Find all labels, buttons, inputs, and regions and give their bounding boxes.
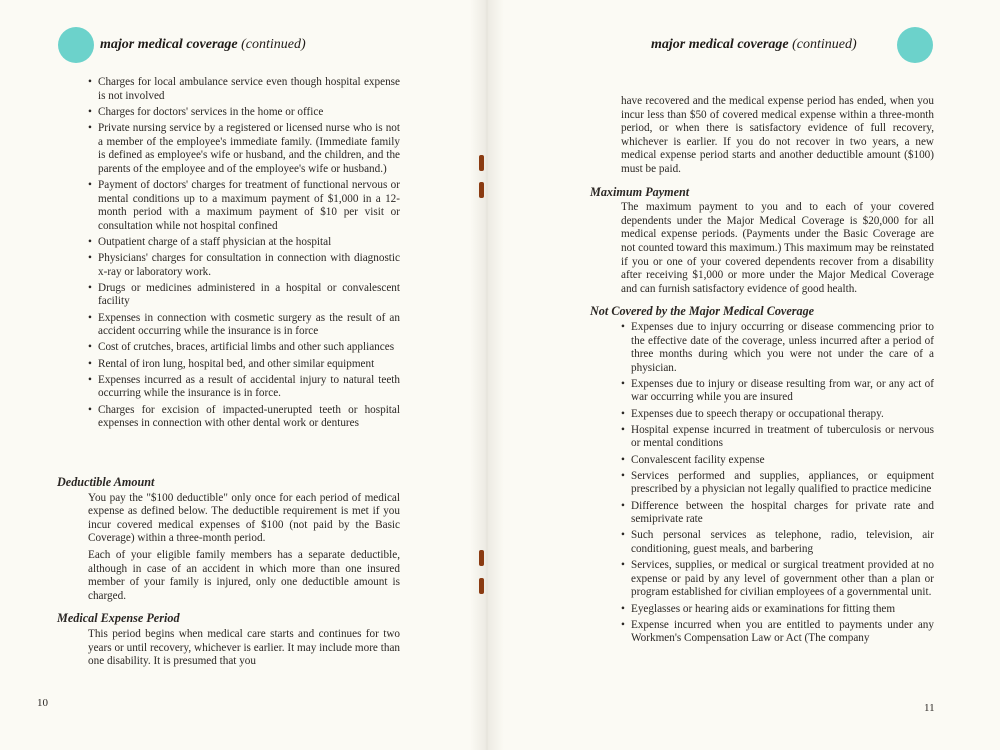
header-title: major medical coverage [100, 37, 238, 52]
covered-expenses-list [88, 76, 400, 431]
left-body [88, 76, 400, 433]
page-number: 11 [924, 702, 935, 714]
teal-circle-icon [58, 27, 94, 63]
list-item: • Services, supplies, or medical or surgical treatment provided at no expense or paid by any level of government other than a plan or program established for civilian employees of a governmental unit. [621, 559, 934, 600]
left-page [0, 0, 486, 750]
list-item: • Physicians' charges for consultation in connection with diagnostic x-ray or laboratory work. [88, 252, 400, 279]
list-item: • Expenses incurred as a result of accidental injury to natural teeth occurring while the insurance is in force. [88, 374, 400, 401]
list-item: • Drugs or medicines administered in a hospital or convalescent facility [88, 282, 400, 309]
list-item: • Private nursing service by a registered or licensed nurse who is not a member of the employee's immediate family. (Immediate family is defined as employee's wife or husband, and the children, and the parents of the employee and of the employee's wife or husband.) [88, 122, 400, 176]
header-title: major medical coverage [651, 37, 789, 52]
list-item: • Expenses in connection with cosmetic surgery as the result of an accident occurring while the insurance is in force [88, 312, 400, 339]
list-item: • Convalescent facility expense [621, 454, 934, 468]
right-body [590, 95, 934, 649]
right-page [486, 0, 1000, 750]
book-gutter [470, 0, 504, 750]
list-item: • Difference between the hospital charges for private rate and semiprivate rate [621, 500, 934, 527]
list-item: • Expense incurred when you are entitled to payments under any Workmen's Compensation Law or Act (The company [621, 619, 934, 646]
section-heading-period: Medical Expense Period [57, 611, 180, 626]
staple-icon [479, 155, 484, 171]
list-item: • Eyeglasses or hearing aids or examinations for fitting them [621, 603, 934, 617]
running-header [100, 37, 306, 53]
staple-icon [479, 182, 484, 198]
list-item: • Rental of iron lung, hospital bed, and other similar equipment [88, 358, 400, 372]
teal-circle-icon [897, 27, 933, 63]
deductible-paragraph-2: Each of your eligible family members has a separate deductible, although in case of an accident in which more than one insured member of your family is injured, only one deductible amount is charged. [88, 548, 400, 602]
list-item: • Services performed and supplies, appliances, or equipment prescribed by a physician not legally qualified to practice medicine [621, 470, 934, 497]
not-covered-list [590, 321, 934, 646]
list-item: • Charges for excision of impacted-unerupted teeth or hospital expenses in connection with other dental work or dentures [88, 404, 400, 431]
section-heading-deductible: Deductible Amount [57, 475, 155, 489]
list-item: • Charges for local ambulance service even though hospital expense is not involved [88, 76, 400, 103]
header-continued: (continued) [241, 37, 306, 52]
list-item: • Hospital expense incurred in treatment of tuberculosis or nervous or mental conditions [621, 424, 934, 451]
list-item: • Such personal services as telephone, radio, television, air conditioning, guest meals, and barbering [621, 529, 934, 556]
list-item: • Expenses due to speech therapy or occupational therapy. [621, 408, 934, 422]
left-sections [57, 476, 400, 672]
list-item: • Expenses due to injury or disease resulting from war, or any act of war occurring while you are insured [621, 378, 934, 405]
section-heading-not-covered: Not Covered by the Major Medical Coverage [590, 304, 815, 319]
list-item: • Cost of crutches, braces, artificial limbs and other such appliances [88, 341, 400, 355]
list-item: • Charges for doctors' services in the home or office [88, 106, 400, 120]
page-number: 10 [37, 697, 48, 709]
running-header [651, 37, 857, 53]
staple-icon [479, 550, 484, 566]
list-item: • Payment of doctors' charges for treatment of functional nervous or mental conditions up to a maximum payment of $1,000 in a 12-month period with a maximum payment of $10 per visit or consultation while not hospital confined [88, 179, 400, 233]
maximum-paragraph: The maximum payment to you and to each of your covered dependents under the Major Medical Coverage is $20,000 for all medical expense periods. (Payments under the Basic Coverage are not counted toward this maximum.) This maximum may be reinstated if you or one of your covered dependents recover from a disability after receiving $1,000 or more under the Major Medical Coverage and can furnish satisfactory evidence of good health. [621, 201, 934, 295]
staple-icon [479, 578, 484, 594]
header-continued: (continued) [792, 37, 857, 52]
deductible-paragraph-1: You pay the "$100 deductible" only once for each period of medical expense as defined below. The deductible requirement is met if you incur covered medical expenses of $100 (not paid by the Basic Coverage) within a three-month period. [88, 491, 400, 545]
list-item: • Expenses due to injury occurring or disease commencing prior to the effective date of the coverage, unless incurred after a period of three months during which you were not under the care of a physician. [621, 321, 934, 375]
list-item: • Outpatient charge of a staff physician at the hospital [88, 236, 400, 250]
period-paragraph-1: This period begins when medical care starts and continues for two years or until recovery, whichever is earlier. It may include more than one disability. It is presumed that you [88, 627, 400, 668]
continuation-paragraph: have recovered and the medical expense period has ended, when you incur less than $50 of covered medical expense within a three-month period, or when there is satisfactory evidence of full recovery, whichever is earlier. If you do not recover in two years, a new medical expense period starts and another deductible amount ($100) must be paid. [621, 95, 934, 175]
section-heading-maximum: Maximum Payment [590, 184, 690, 199]
